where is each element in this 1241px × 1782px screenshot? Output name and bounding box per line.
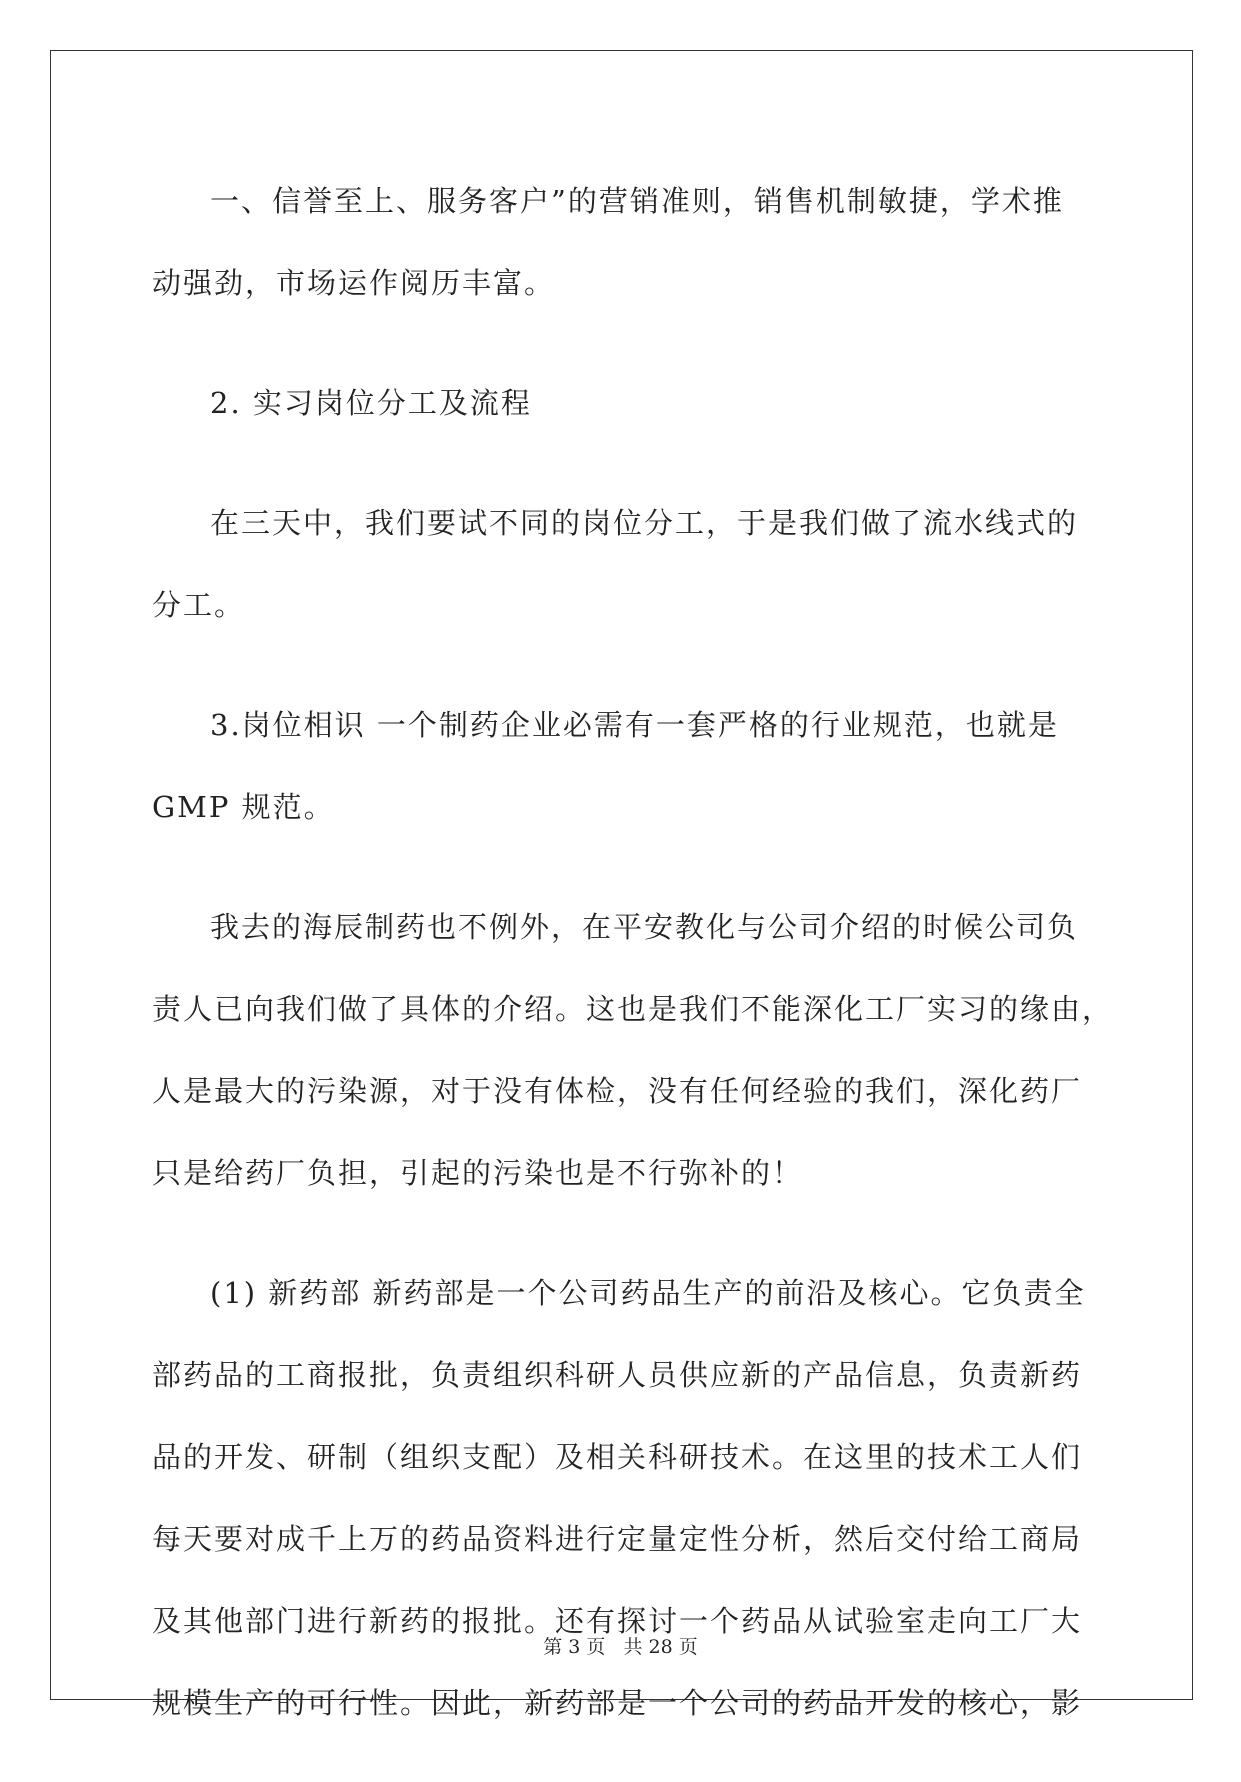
paragraph-6 — [152, 1252, 1092, 1744]
section-heading: 2. 实习岗位分工及流程 — [210, 386, 532, 420]
text-line: 分工。 — [152, 588, 246, 622]
text-line: 只是给药厂负担，引起的污染也是不行弥补的！ — [152, 1156, 804, 1190]
paragraph-5 — [152, 886, 1114, 1214]
paragraph-3 — [152, 482, 1092, 646]
text-line: 责人已向我们做了具体的介绍。这也是我们不能深化工厂实习的缘由， — [152, 992, 1114, 1026]
text-line: 我去的海辰制药也不例外，在平安教化与公司介绍的时候公司负 — [210, 910, 1079, 944]
text-line: 3.岗位相识 一个制药企业必需有一套严格的行业规范，也就是 — [210, 708, 1059, 742]
document-body — [152, 160, 1114, 1782]
text-line: 规模生产的可行性。因此，新药部是一个公司的药品开发的核心，影 — [152, 1686, 1083, 1720]
text-line: 及其他部门进行新药的报批。还有探讨一个药品从试验室走向工厂大 — [152, 1604, 1083, 1638]
text-line: 人是最大的污染源，对于没有体检，没有任何经验的我们，深化药厂 — [152, 1074, 1083, 1108]
text-line: 部药品的工商报批，负责组织科研人员供应新的产品信息，负责新药 — [152, 1358, 1083, 1392]
text-line: 动强劲，市场运作阅历丰富。 — [152, 266, 556, 300]
paragraph-1 — [152, 160, 1092, 324]
page-number: 第 3 页 — [543, 1636, 606, 1658]
text-line: 每天要对成千上万的药品资料进行定量定性分析，然后交付给工商局 — [152, 1522, 1083, 1556]
text-line: (1) 新药部 新药部是一个公司药品生产的前沿及核心。它负责全 — [210, 1276, 1086, 1310]
text-line: 一、信誉至上、服务客户”的营销准则，销售机制敏捷，学术推 — [210, 184, 1064, 218]
paragraph-2 — [152, 362, 1092, 444]
text-line: GMP 规范。 — [152, 790, 335, 824]
page-footer — [0, 1632, 1241, 1659]
text-line: 品的开发、研制（组织支配）及相关科研技术。在这里的技术工人们 — [152, 1440, 1083, 1474]
paragraph-4 — [152, 684, 1092, 848]
page-total: 共 28 页 — [623, 1636, 698, 1658]
text-line: 在三天中，我们要试不同的岗位分工，于是我们做了流水线式的 — [210, 506, 1079, 540]
